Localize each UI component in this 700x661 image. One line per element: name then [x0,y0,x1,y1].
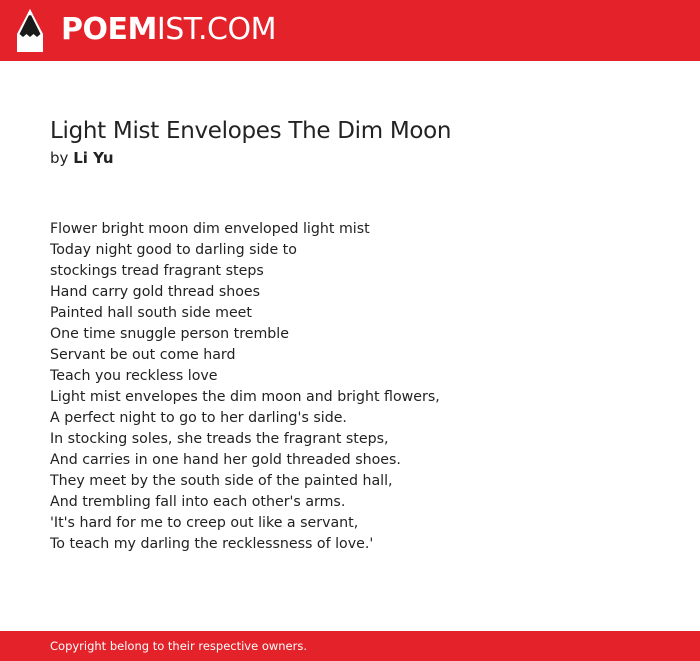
poem-line: And carries in one hand her gold threaded shoes. [50,452,401,468]
poem-line: Painted hall south side meet [50,305,252,321]
footer-copyright: Copyright belong to their respective owners. [50,639,308,653]
poem-line: Light mist envelopes the dim moon and bright flowers, [50,389,440,405]
poem-line: A perfect night to go to her darling's side. [50,410,347,426]
pencil-tip-icon[interactable] [17,9,43,52]
poem-line: 'It's hard for me to creep out like a servant, [50,515,359,531]
poem-header [50,116,670,168]
logo-light-text: IST.COM [156,12,276,47]
site-footer [0,631,700,661]
poem-line: stockings tread fragrant steps [50,263,264,279]
site-logo[interactable] [61,11,276,49]
byline-prefix: by [50,149,69,167]
site-header [0,0,700,61]
poem-line: One time snuggle person tremble [50,326,289,342]
logo-bold-text: POEM [61,12,157,47]
poem-line: Servant be out come hard [50,347,236,363]
poem-line: And trembling fall into each other's arms. [50,494,346,510]
poem-body [50,219,670,555]
poem-line: Hand carry gold thread shoes [50,284,261,300]
poem-line: Teach you reckless love [50,368,218,384]
poem-line: They meet by the south side of the painted hall, [50,473,393,489]
poem-line: In stocking soles, she treads the fragrant steps, [50,431,389,447]
poem-title: Light Mist Envelopes The Dim Moon [50,118,452,144]
poem-byline [50,148,670,168]
poem-author[interactable]: Li Yu [73,149,114,167]
poem-line: Today night good to darling side to [50,242,297,258]
poem-line: Flower bright moon dim enveloped light mist [50,221,370,237]
poem-line: To teach my darling the recklessness of love.' [50,536,374,552]
